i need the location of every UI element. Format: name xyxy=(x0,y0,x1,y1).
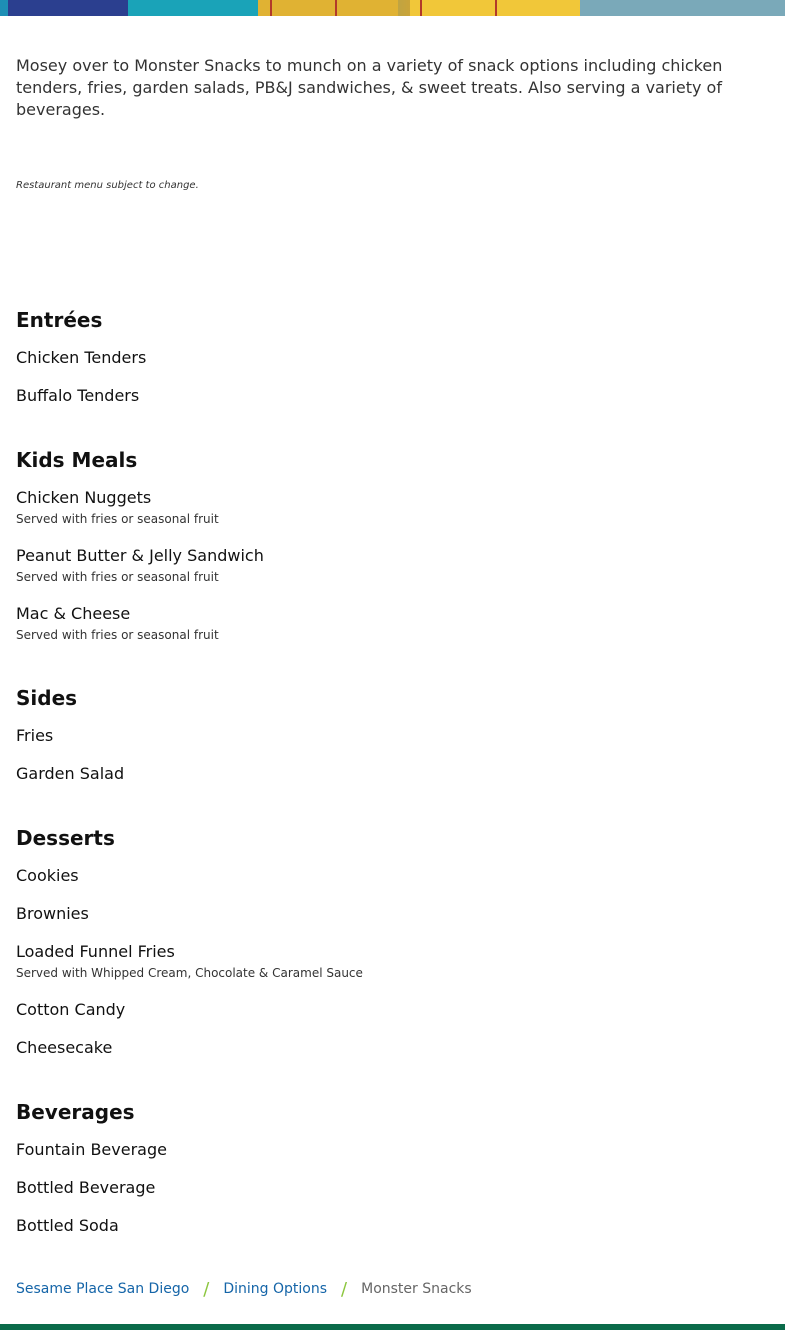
menu-item-name: Bottled Soda xyxy=(16,1216,119,1235)
section-title-kids-meals: Kids Meals xyxy=(16,448,138,472)
menu-item-description: Served with fries or seasonal fruit xyxy=(16,628,219,642)
restaurant-description: Mosey over to Monster Snacks to munch on a variety of snack options including chicken tenders, fries, garden salads, PB&J sandwiches, & sweet treats. Also serving a variety of beverages. xyxy=(16,56,723,119)
hero-image-band xyxy=(8,0,128,16)
breadcrumb xyxy=(16,1278,472,1300)
hero-image-detail xyxy=(420,0,422,16)
menu-item-name: Chicken Tenders xyxy=(16,348,147,367)
menu-item-name: Chicken Nuggets xyxy=(16,488,152,507)
menu-item-name: Cheesecake xyxy=(16,1038,113,1057)
menu-item-description: Served with fries or seasonal fruit xyxy=(16,570,219,584)
hero-image-detail xyxy=(335,0,337,16)
menu-item-name: Peanut Butter & Jelly Sandwich xyxy=(16,546,264,565)
section-title-beverages: Beverages xyxy=(16,1100,135,1124)
footer-bar xyxy=(0,1324,785,1330)
menu-item-name: Fries xyxy=(16,726,54,745)
menu-item-name: Garden Salad xyxy=(16,764,125,783)
section-title-sides: Sides xyxy=(16,686,78,710)
menu-item-name: Bottled Beverage xyxy=(16,1178,156,1197)
menu-item-name: Brownies xyxy=(16,904,89,923)
breadcrumb-link-sesame-place-san-diego[interactable]: Sesame Place San Diego xyxy=(16,1281,190,1297)
hero-image-band xyxy=(580,0,785,16)
breadcrumb-separator: / xyxy=(203,1278,210,1300)
hero-image-detail xyxy=(495,0,497,16)
menu-item-name: Loaded Funnel Fries xyxy=(16,942,175,961)
menu-item-name: Mac & Cheese xyxy=(16,604,131,623)
section-title-desserts: Desserts xyxy=(16,826,115,850)
menu-item-name: Cookies xyxy=(16,866,79,885)
hero-image-band xyxy=(128,0,258,16)
hero-image xyxy=(0,0,785,16)
section-title-entrees: Entrées xyxy=(16,308,103,332)
hero-image-detail xyxy=(270,0,272,16)
breadcrumb-separator: / xyxy=(341,1278,348,1300)
breadcrumb-current-page: Monster Snacks xyxy=(361,1281,472,1297)
menu-item-name: Fountain Beverage xyxy=(16,1140,167,1159)
breadcrumb-link-dining-options[interactable]: Dining Options xyxy=(223,1281,328,1297)
menu-item-name: Buffalo Tenders xyxy=(16,386,140,405)
menu-item-name: Cotton Candy xyxy=(16,1000,126,1019)
menu-item-description: Served with fries or seasonal fruit xyxy=(16,512,219,526)
menu-disclaimer: Restaurant menu subject to change. xyxy=(16,180,199,191)
menu-item-description: Served with Whipped Cream, Chocolate & Caramel Sauce xyxy=(16,966,363,980)
hero-image-band xyxy=(258,0,398,16)
